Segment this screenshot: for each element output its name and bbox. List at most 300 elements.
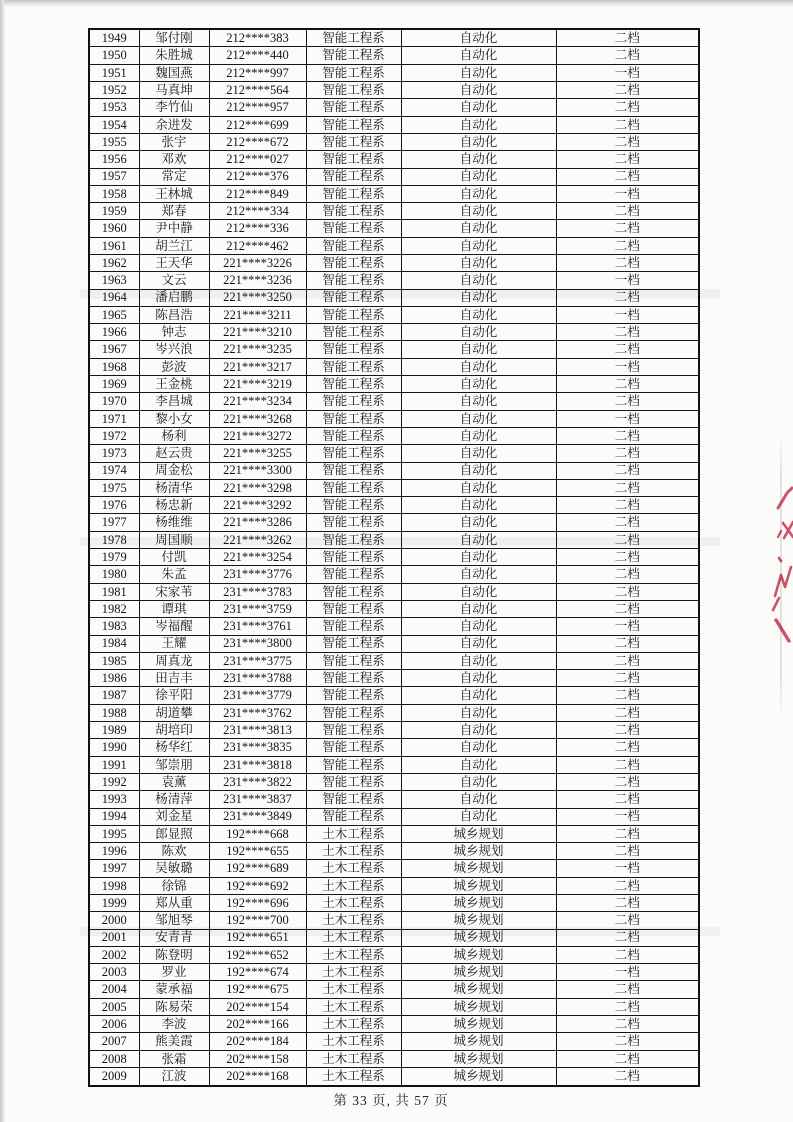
cell-major: 自动化 <box>401 116 556 133</box>
cell-department: 智能工程系 <box>306 479 401 496</box>
roster-row <box>89 341 699 358</box>
cell-tier: 二档 <box>556 773 699 790</box>
cell-name: 安青青 <box>139 929 209 946</box>
cell-serial: 1978 <box>89 531 139 548</box>
cell-major: 自动化 <box>401 514 556 531</box>
cell-masked-id: 231****3761 <box>209 618 306 635</box>
roster-row <box>89 237 699 254</box>
cell-major: 自动化 <box>401 618 556 635</box>
cell-masked-id: 192****674 <box>209 964 306 981</box>
cell-serial: 2003 <box>89 964 139 981</box>
cell-major: 城乡规划 <box>401 843 556 860</box>
cell-name: 文云 <box>139 272 209 289</box>
cell-masked-id: 202****184 <box>209 1033 306 1050</box>
roster-row <box>89 116 699 133</box>
cell-tier: 二档 <box>556 600 699 617</box>
roster-row <box>89 964 699 981</box>
cell-serial: 1991 <box>89 756 139 773</box>
cell-name: 陈登明 <box>139 946 209 963</box>
cell-major: 自动化 <box>401 393 556 410</box>
roster-row <box>89 220 699 237</box>
cell-masked-id: 192****692 <box>209 877 306 894</box>
roster-row <box>89 151 699 168</box>
cell-name: 赵云贵 <box>139 445 209 462</box>
cell-masked-id: 212****997 <box>209 64 306 81</box>
roster-row <box>89 410 699 427</box>
cell-name: 周金松 <box>139 462 209 479</box>
cell-department: 土木工程系 <box>306 929 401 946</box>
cell-serial: 2007 <box>89 1033 139 1050</box>
roster-table-body <box>89 29 699 1086</box>
cell-serial: 2001 <box>89 929 139 946</box>
cell-serial: 1981 <box>89 583 139 600</box>
cell-masked-id: 221****3286 <box>209 514 306 531</box>
cell-major: 城乡规划 <box>401 877 556 894</box>
cell-major: 城乡规划 <box>401 894 556 911</box>
cell-name: 周真龙 <box>139 652 209 669</box>
cell-serial: 1958 <box>89 185 139 202</box>
cell-department: 智能工程系 <box>306 739 401 756</box>
roster-row <box>89 393 699 410</box>
cell-tier: 二档 <box>556 946 699 963</box>
cell-masked-id: 231****3775 <box>209 652 306 669</box>
cell-department: 土木工程系 <box>306 877 401 894</box>
cell-serial: 1960 <box>89 220 139 237</box>
cell-masked-id: 212****672 <box>209 133 306 150</box>
cell-major: 自动化 <box>401 462 556 479</box>
roster-row <box>89 843 699 860</box>
cell-masked-id: 221****3254 <box>209 549 306 566</box>
cell-serial: 1996 <box>89 843 139 860</box>
cell-tier: 二档 <box>556 1033 699 1050</box>
cell-name: 李昌城 <box>139 393 209 410</box>
cell-tier: 一档 <box>556 272 699 289</box>
cell-name: 王耀 <box>139 635 209 652</box>
roster-row <box>89 1016 699 1033</box>
cell-tier: 二档 <box>556 635 699 652</box>
cell-major: 自动化 <box>401 791 556 808</box>
cell-department: 土木工程系 <box>306 946 401 963</box>
cell-tier: 二档 <box>556 739 699 756</box>
cell-serial: 1949 <box>89 29 139 47</box>
roster-row <box>89 808 699 825</box>
cell-masked-id: 202****166 <box>209 1016 306 1033</box>
cell-tier: 二档 <box>556 704 699 721</box>
cell-tier: 二档 <box>556 1016 699 1033</box>
cell-tier: 一档 <box>556 185 699 202</box>
cell-serial: 1999 <box>89 894 139 911</box>
scan-edge-left <box>0 0 5 1122</box>
cell-name: 刘金星 <box>139 808 209 825</box>
cell-name: 陈欢 <box>139 843 209 860</box>
roster-row <box>89 756 699 773</box>
cell-tier: 二档 <box>556 393 699 410</box>
cell-major: 自动化 <box>401 376 556 393</box>
cell-name: 彭波 <box>139 358 209 375</box>
cell-tier: 二档 <box>556 168 699 185</box>
cell-department: 智能工程系 <box>306 687 401 704</box>
cell-department: 智能工程系 <box>306 133 401 150</box>
cell-department: 智能工程系 <box>306 791 401 808</box>
cell-masked-id: 221****3210 <box>209 324 306 341</box>
cell-department: 土木工程系 <box>306 981 401 998</box>
cell-serial: 1983 <box>89 618 139 635</box>
cell-major: 自动化 <box>401 808 556 825</box>
cell-major: 自动化 <box>401 670 556 687</box>
cell-major: 自动化 <box>401 47 556 64</box>
cell-major: 城乡规划 <box>401 981 556 998</box>
cell-major: 自动化 <box>401 479 556 496</box>
cell-serial: 1997 <box>89 860 139 877</box>
cell-name: 杨华红 <box>139 739 209 756</box>
cell-major: 城乡规划 <box>401 1050 556 1067</box>
cell-masked-id: 202****158 <box>209 1050 306 1067</box>
cell-department: 智能工程系 <box>306 514 401 531</box>
cell-major: 自动化 <box>401 497 556 514</box>
cell-tier: 二档 <box>556 427 699 444</box>
cell-department: 土木工程系 <box>306 825 401 842</box>
cell-name: 杨利 <box>139 427 209 444</box>
cell-name: 朱胜城 <box>139 47 209 64</box>
cell-name: 岑福醒 <box>139 618 209 635</box>
cell-department: 智能工程系 <box>306 220 401 237</box>
cell-masked-id: 231****3837 <box>209 791 306 808</box>
cell-tier: 二档 <box>556 722 699 739</box>
cell-major: 自动化 <box>401 237 556 254</box>
cell-serial: 1961 <box>89 237 139 254</box>
cell-tier: 二档 <box>556 376 699 393</box>
cell-department: 土木工程系 <box>306 843 401 860</box>
cell-name: 陈昌浩 <box>139 306 209 323</box>
cell-department: 土木工程系 <box>306 860 401 877</box>
roster-row <box>89 894 699 911</box>
cell-name: 马真坤 <box>139 82 209 99</box>
roster-row <box>89 479 699 496</box>
cell-masked-id: 212****334 <box>209 203 306 220</box>
cell-department: 智能工程系 <box>306 652 401 669</box>
cell-tier: 二档 <box>556 583 699 600</box>
cell-department: 智能工程系 <box>306 358 401 375</box>
cell-serial: 1998 <box>89 877 139 894</box>
cell-name: 钟志 <box>139 324 209 341</box>
roster-row <box>89 739 699 756</box>
roster-row <box>89 133 699 150</box>
cell-name: 魏国燕 <box>139 64 209 81</box>
cell-serial: 1967 <box>89 341 139 358</box>
cell-masked-id: 221****3236 <box>209 272 306 289</box>
roster-row <box>89 670 699 687</box>
cell-masked-id: 212****027 <box>209 151 306 168</box>
cell-major: 自动化 <box>401 289 556 306</box>
cell-department: 智能工程系 <box>306 635 401 652</box>
cell-name: 宋家苇 <box>139 583 209 600</box>
cell-major: 城乡规划 <box>401 825 556 842</box>
cell-name: 王天华 <box>139 255 209 272</box>
cell-major: 自动化 <box>401 635 556 652</box>
cell-masked-id: 221****3226 <box>209 255 306 272</box>
cell-serial: 2005 <box>89 998 139 1015</box>
roster-row <box>89 722 699 739</box>
cell-tier: 二档 <box>556 687 699 704</box>
cell-tier: 二档 <box>556 1050 699 1067</box>
cell-masked-id: 212****383 <box>209 29 306 47</box>
cell-major: 自动化 <box>401 203 556 220</box>
cell-tier: 二档 <box>556 998 699 1015</box>
cell-department: 智能工程系 <box>306 427 401 444</box>
cell-serial: 1952 <box>89 82 139 99</box>
cell-major: 自动化 <box>401 29 556 47</box>
cell-tier: 二档 <box>556 116 699 133</box>
cell-major: 自动化 <box>401 756 556 773</box>
cell-serial: 2000 <box>89 912 139 929</box>
cell-department: 智能工程系 <box>306 272 401 289</box>
cell-serial: 1972 <box>89 427 139 444</box>
cell-major: 自动化 <box>401 272 556 289</box>
cell-serial: 1989 <box>89 722 139 739</box>
cell-major: 自动化 <box>401 151 556 168</box>
roster-row <box>89 29 699 47</box>
roster-row <box>89 1050 699 1067</box>
cell-name: 付凯 <box>139 549 209 566</box>
cell-masked-id: 221****3300 <box>209 462 306 479</box>
cell-major: 自动化 <box>401 306 556 323</box>
cell-serial: 1965 <box>89 306 139 323</box>
cell-name: 岑兴浪 <box>139 341 209 358</box>
roster-row <box>89 618 699 635</box>
cell-masked-id: 231****3762 <box>209 704 306 721</box>
cell-tier: 二档 <box>556 877 699 894</box>
roster-row <box>89 358 699 375</box>
cell-serial: 1976 <box>89 497 139 514</box>
roster-row <box>89 704 699 721</box>
cell-masked-id: 231****3835 <box>209 739 306 756</box>
cell-masked-id: 202****154 <box>209 998 306 1015</box>
cell-name: 余进发 <box>139 116 209 133</box>
cell-major: 自动化 <box>401 82 556 99</box>
roster-row <box>89 946 699 963</box>
cell-masked-id: 192****696 <box>209 894 306 911</box>
cell-name: 罗业 <box>139 964 209 981</box>
cell-department: 智能工程系 <box>306 600 401 617</box>
cell-department: 智能工程系 <box>306 670 401 687</box>
page-number-footer: 第 33 页, 共 57 页 <box>333 1093 449 1108</box>
cell-name: 徐锦 <box>139 877 209 894</box>
roster-row <box>89 912 699 929</box>
cell-name: 田吉丰 <box>139 670 209 687</box>
cell-masked-id: 192****700 <box>209 912 306 929</box>
cell-department: 智能工程系 <box>306 341 401 358</box>
cell-department: 智能工程系 <box>306 99 401 116</box>
roster-row <box>89 583 699 600</box>
cell-major: 自动化 <box>401 99 556 116</box>
cell-masked-id: 212****849 <box>209 185 306 202</box>
cell-tier: 二档 <box>556 324 699 341</box>
cell-masked-id: 192****675 <box>209 981 306 998</box>
cell-name: 邹付刚 <box>139 29 209 47</box>
cell-serial: 2009 <box>89 1067 139 1086</box>
cell-name: 张霜 <box>139 1050 209 1067</box>
cell-masked-id: 212****564 <box>209 82 306 99</box>
cell-name: 王金桃 <box>139 376 209 393</box>
cell-masked-id: 231****3813 <box>209 722 306 739</box>
cell-department: 智能工程系 <box>306 462 401 479</box>
cell-serial: 2002 <box>89 946 139 963</box>
cell-name: 邹旭琴 <box>139 912 209 929</box>
cell-serial: 1990 <box>89 739 139 756</box>
cell-major: 自动化 <box>401 722 556 739</box>
roster-row <box>89 203 699 220</box>
cell-serial: 1980 <box>89 566 139 583</box>
cell-serial: 1964 <box>89 289 139 306</box>
cell-serial: 1970 <box>89 393 139 410</box>
cell-department: 智能工程系 <box>306 82 401 99</box>
cell-department: 智能工程系 <box>306 47 401 64</box>
cell-tier: 二档 <box>556 531 699 548</box>
cell-masked-id: 212****957 <box>209 99 306 116</box>
cell-tier: 一档 <box>556 410 699 427</box>
roster-row <box>89 427 699 444</box>
cell-tier: 二档 <box>556 445 699 462</box>
cell-serial: 1966 <box>89 324 139 341</box>
cell-department: 智能工程系 <box>306 531 401 548</box>
roster-row <box>89 549 699 566</box>
cell-department: 智能工程系 <box>306 618 401 635</box>
cell-major: 自动化 <box>401 64 556 81</box>
cell-tier: 二档 <box>556 237 699 254</box>
cell-major: 城乡规划 <box>401 1067 556 1086</box>
cell-major: 自动化 <box>401 133 556 150</box>
cell-department: 智能工程系 <box>306 168 401 185</box>
cell-tier: 二档 <box>556 151 699 168</box>
cell-department: 智能工程系 <box>306 773 401 790</box>
roster-row <box>89 773 699 790</box>
cell-tier: 二档 <box>556 289 699 306</box>
cell-serial: 1953 <box>89 99 139 116</box>
cell-name: 江波 <box>139 1067 209 1086</box>
roster-row <box>89 1067 699 1086</box>
cell-tier: 二档 <box>556 843 699 860</box>
cell-serial: 1979 <box>89 549 139 566</box>
cell-tier: 一档 <box>556 964 699 981</box>
roster-row <box>89 82 699 99</box>
cell-masked-id: 221****3262 <box>209 531 306 548</box>
cell-major: 自动化 <box>401 549 556 566</box>
cell-major: 自动化 <box>401 687 556 704</box>
cell-major: 自动化 <box>401 410 556 427</box>
cell-name: 郎显照 <box>139 825 209 842</box>
cell-tier: 一档 <box>556 306 699 323</box>
cell-masked-id: 221****3255 <box>209 445 306 462</box>
cell-department: 智能工程系 <box>306 583 401 600</box>
cell-department: 智能工程系 <box>306 237 401 254</box>
cell-department: 智能工程系 <box>306 203 401 220</box>
cell-name: 潘启鹏 <box>139 289 209 306</box>
cell-major: 自动化 <box>401 773 556 790</box>
cell-serial: 1974 <box>89 462 139 479</box>
cell-tier: 二档 <box>556 341 699 358</box>
cell-name: 袁薰 <box>139 773 209 790</box>
cell-major: 自动化 <box>401 427 556 444</box>
cell-department: 智能工程系 <box>306 306 401 323</box>
cell-name: 杨维维 <box>139 514 209 531</box>
cell-department: 智能工程系 <box>306 393 401 410</box>
cell-tier: 二档 <box>556 82 699 99</box>
cell-tier: 二档 <box>556 29 699 47</box>
cell-major: 自动化 <box>401 358 556 375</box>
cell-major: 自动化 <box>401 531 556 548</box>
roster-row <box>89 635 699 652</box>
cell-masked-id: 192****668 <box>209 825 306 842</box>
cell-masked-id: 212****336 <box>209 220 306 237</box>
cell-serial: 1986 <box>89 670 139 687</box>
cell-masked-id: 221****3272 <box>209 427 306 444</box>
cell-department: 智能工程系 <box>306 116 401 133</box>
cell-major: 城乡规划 <box>401 912 556 929</box>
cell-name: 邹崇朋 <box>139 756 209 773</box>
cell-tier: 二档 <box>556 514 699 531</box>
cell-serial: 1988 <box>89 704 139 721</box>
cell-tier: 二档 <box>556 255 699 272</box>
cell-major: 城乡规划 <box>401 1016 556 1033</box>
cell-department: 土木工程系 <box>306 964 401 981</box>
roster-row <box>89 289 699 306</box>
cell-name: 谭琪 <box>139 600 209 617</box>
cell-major: 自动化 <box>401 600 556 617</box>
cell-masked-id: 221****3217 <box>209 358 306 375</box>
cell-serial: 1985 <box>89 652 139 669</box>
roster-row <box>89 825 699 842</box>
cell-department: 智能工程系 <box>306 497 401 514</box>
cell-tier: 一档 <box>556 808 699 825</box>
cell-name: 尹中静 <box>139 220 209 237</box>
cell-serial: 2008 <box>89 1050 139 1067</box>
roster-row <box>89 445 699 462</box>
cell-masked-id: 221****3211 <box>209 306 306 323</box>
cell-department: 智能工程系 <box>306 704 401 721</box>
cell-department: 土木工程系 <box>306 894 401 911</box>
cell-masked-id: 212****462 <box>209 237 306 254</box>
cell-masked-id: 212****376 <box>209 168 306 185</box>
roster-row <box>89 877 699 894</box>
cell-masked-id: 231****3779 <box>209 687 306 704</box>
cell-name: 陈易荣 <box>139 998 209 1015</box>
cell-serial: 1992 <box>89 773 139 790</box>
cell-tier: 二档 <box>556 791 699 808</box>
cell-masked-id: 231****3788 <box>209 670 306 687</box>
cell-major: 城乡规划 <box>401 1033 556 1050</box>
roster-row <box>89 272 699 289</box>
roster-row <box>89 99 699 116</box>
cell-name: 周国顺 <box>139 531 209 548</box>
roster-row <box>89 324 699 341</box>
cell-serial: 1959 <box>89 203 139 220</box>
cell-department: 智能工程系 <box>306 255 401 272</box>
cell-serial: 1971 <box>89 410 139 427</box>
roster-row <box>89 168 699 185</box>
cell-masked-id: 221****3219 <box>209 376 306 393</box>
cell-serial: 1968 <box>89 358 139 375</box>
roster-row <box>89 860 699 877</box>
cell-major: 城乡规划 <box>401 998 556 1015</box>
cell-serial: 1975 <box>89 479 139 496</box>
cell-department: 智能工程系 <box>306 151 401 168</box>
cell-major: 自动化 <box>401 566 556 583</box>
cell-name: 李竹仙 <box>139 99 209 116</box>
cell-name: 熊美霞 <box>139 1033 209 1050</box>
cell-tier: 二档 <box>556 549 699 566</box>
cell-department: 智能工程系 <box>306 376 401 393</box>
roster-row <box>89 929 699 946</box>
